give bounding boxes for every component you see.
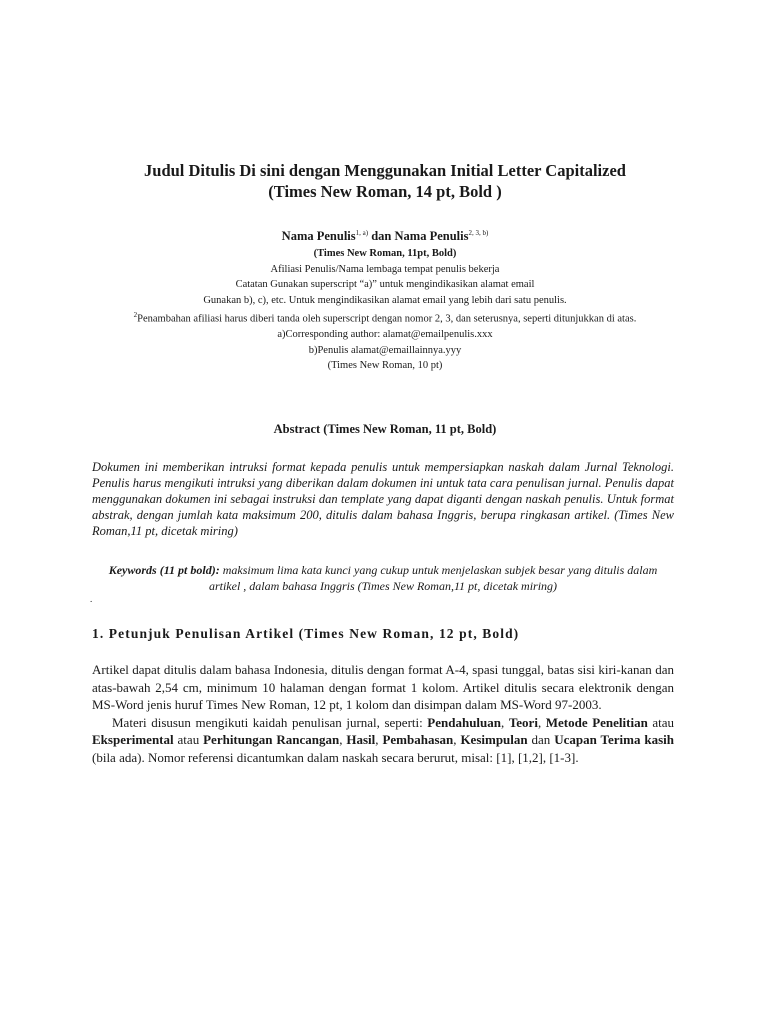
author-superscript-2: 2, 3, b): [468, 229, 489, 237]
term-metode: Metode Penelitian: [545, 714, 648, 730]
term-hasil: Hasil: [346, 732, 376, 747]
affiliation-line-4: $^2$Penambahan afiliasi harus diberi tanda oleh superscript dengan nomor 2, 3, dan seterusnya, seperti ditunjukkan di atas.: [133, 311, 637, 325]
affiliation-block: [90, 246, 680, 374]
affiliation-line-1: Afiliasi Penulis/Nama lembaga tempat penulis bekerja: [270, 263, 500, 275]
keywords-text: maksimum lima kata kunci yang cukup untuk menjelaskan subjek besar yang ditulis dalam artikel , dalam bahasa Inggris (Times New Roman,11 pt, dicetak miring): [208, 563, 658, 593]
paper-title: [90, 160, 680, 202]
affiliation-superscript: 2: [133, 311, 138, 319]
term-kesimpulan: Kesimpulan: [460, 732, 528, 747]
affiliation-line-2: Catatan Gunakan superscript “a)” untuk mengindikasikan alamat email: [235, 279, 535, 290]
term-teori: Teori: [508, 714, 538, 730]
corresponding-author: a)Corresponding author: alamat@emailpenulis.xxx: [277, 329, 493, 340]
term-eksperimental: Eksperimental: [92, 732, 174, 747]
author-line: [90, 229, 680, 244]
second-author-email: b)Penulis alamat@emaillainnya.yyy: [308, 344, 462, 356]
body-paragraph-2: Materi disusun mengikuti kaidah penulisan jurnal, seperti: Pendahuluan, Teori, Metode Penelitian atau Eksperimental atau Perhitungan Rancangan, Hasil, Pembahasan, Kesimpulan dan Ucapan Terima kasih (bila ada). Nomor referensi dicantumkan dalam naskah secara berurut, misal: [1], [1,2], [1-3].: [92, 714, 675, 765]
keywords-block: [92, 562, 674, 594]
affiliation-line-3: Gunakan b), c), etc. Untuk mengindikasikan alamat email yang lebih dari satu penulis.: [203, 294, 567, 306]
section-body: [92, 661, 674, 766]
abstract-text: Dokumen ini memberikan intruksi format kepada penulis untuk mempersiapkan naskah dalam Jurnal Teknologi. Penulis harus mengikuti intruksi yang diberikan dalam dokumen ini untuk tata cara penulisan jurnal. Penulis dapat menggunakan dokumen ini sebagai instruksi dan template yang dapat diganti dengan naskah penulis. Untuk format abstrak, dengan jumlah kata maksimum 200, ditulis dalam bahasa Inggris, berupa ringkasan artikel. (Times New Roman,11 pt, dicetak miring): [92, 460, 674, 538]
author-superscript-1: 1, a): [355, 229, 369, 237]
author-name-1: Nama Penulis: [281, 229, 356, 244]
keywords-label: Keywords (11 pt bold):: [108, 563, 220, 577]
affiliation-font-note: (Times New Roman, 10 pt): [327, 360, 443, 371]
body-paragraph-1: Artikel dapat ditulis dalam bahasa Indonesia, ditulis dengan format A-4, spasi tunggal, batas sisi kiri-kanan dan atas-bawah 2,54 cm, minimum 10 halaman dengan format 1 kolom. Artikel ditulis secara elektronik dengan MS-Word jenis huruf Times New Roman, 12 pt, 1 kolom dan disimpan dalam MS-Word 97-2003.: [92, 662, 674, 712]
affiliation-format-note: (Times New Roman, 11pt, Bold): [313, 248, 457, 259]
term-perhitungan: Perhitungan Rancangan: [203, 732, 340, 747]
author-name-2: Nama Penulis: [394, 229, 469, 244]
term-ucapan: Ucapan Terima kasih: [554, 732, 675, 747]
term-pendahuluan: Pendahuluan: [427, 714, 501, 730]
title-line-1: Judul Ditulis Di sini dengan Menggunakan Initial Letter Capitalized: [144, 161, 626, 180]
title-line-2: (Times New Roman, 14 pt, Bold ): [268, 182, 502, 201]
stray-mark: .: [90, 594, 93, 604]
abstract-heading: Abstract (Times New Roman, 11 pt, Bold): [273, 422, 497, 436]
section-heading: 1. Petunjuk Penulisan Artikel (Times New Roman, 12 pt, Bold): [92, 626, 520, 641]
term-pembahasan: Pembahasan: [382, 732, 454, 747]
author-connector: dan: [368, 229, 395, 244]
